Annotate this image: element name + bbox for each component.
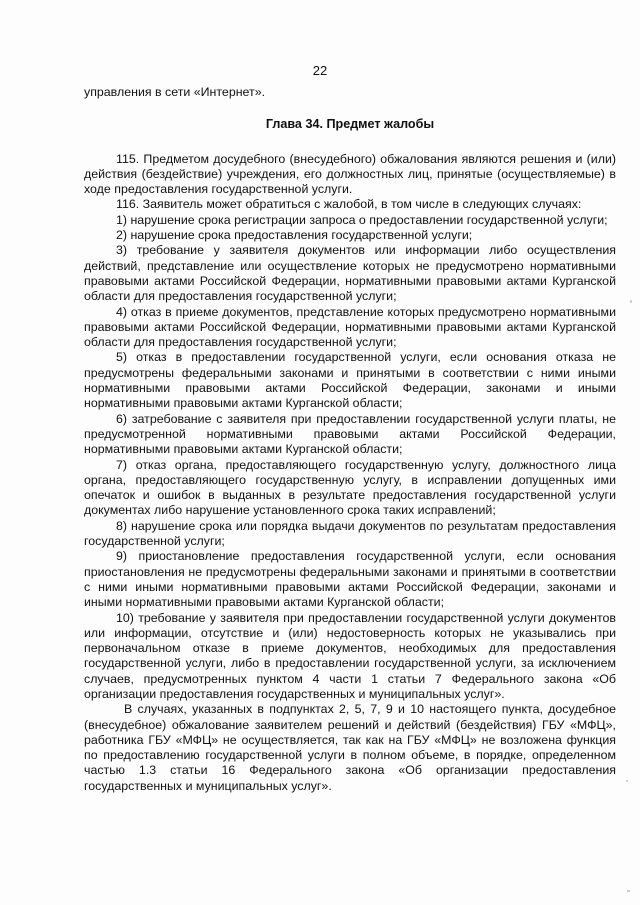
scan-artifact (626, 780, 628, 782)
paragraph-115: 115. Предметом досудебного (внесудебного) обжалования являются решения и (или) действия (бездействие) учреждения, его должностных лиц, принятые (осуществляемые) в ходе предоставления государственной услуги. (84, 151, 616, 197)
paragraph-116: 116. Заявитель может обратиться с жалобой, в том числе в следующих случаях: (116, 197, 582, 212)
list-item: 5) отказ в предоставлении государственной услуги, если основания отказа не предусмотрены федеральными законами и принятыми в соответствии с ними иными нормативными правовыми актами Российской Федерации, законами и иными нормативными правовыми актами Курганской области; (84, 350, 616, 411)
page-number: 22 (312, 63, 328, 78)
closing-paragraph: В случаях, указанных в подпунктах 2, 5, 7, 9 и 10 настоящего пункта, досудебное (внесудебное) обжалование заявителем решений и действий (бездействия) ГБУ «МФЦ», работника ГБУ «МФЦ» не осуществляется, так как на ГБУ «МФЦ» не возложена функция по предоставлению государственной услуги в полном объеме, в порядке, определенном частью 1.3 статьи 16 Федерального закона «Об организации предоставления государственных и муниципальных услуг». (84, 702, 616, 793)
list-item: 1) нарушение срока регистрации запроса о предоставлении государственной услуги; (116, 212, 608, 227)
list-item: 6) затребование с заявителя при предоставлении государственной услуги платы, не предусмотренной нормативными правовыми актами Российской Федерации, нормативными правовыми актами Курганской области; (84, 411, 616, 457)
list-item: 3) требование у заявителя документов или информации либо осуществления действий, представление или осуществление которых не предусмотрено нормативными правовыми актами Российской Федерации, нормативными правовыми актами Курганской области для предоставления государственной услуги; (84, 243, 616, 304)
list-item: 10) требование у заявителя при предоставлении государственной услуги документов или информации, отсутствие и (или) недостоверность которых не указывались при первоначальном отказе в приеме документов, необходимых для предоставления государственной услуги, либо в предоставлении государственной услуги, за исключением случаев, предусмотренных пунктом 4 части 1 статьи 7 Федерального закона «Об организации предоставления государственных и муниципальных услуг». (84, 610, 616, 701)
complaint-cases-list (84, 213, 616, 703)
list-item: 4) отказ в приеме документов, представление которых предусмотрено нормативными правовыми актами Российской Федерации, нормативными правовыми актами Курганской области для предоставления государственной услуги; (84, 304, 616, 350)
scan-artifact (627, 890, 630, 892)
list-item: 8) нарушение срока или порядка выдачи документов по результатам предоставления государственной услуги; (84, 518, 616, 549)
lead-line: управления в сети «Интернет». (84, 85, 266, 99)
scan-artifact (630, 300, 632, 303)
chapter-title: Глава 34. Предмет жалобы (265, 117, 435, 132)
list-item: 2) нарушение срока предоставления государственной услуги; (116, 228, 473, 243)
document-body (84, 85, 616, 794)
list-item: 9) приостановление предоставления государственной услуги, если основания приостановления не предусмотрены федеральными законами и принятыми в соответствии с ними иными нормативными правовыми актами Российской Федерации, законами и иными нормативными правовыми актами Курганской области; (84, 549, 616, 610)
list-item: 7) отказ органа, предоставляющего государственную услугу, должностного лица органа, предоставляющего государственную услугу, в исправлении допущенных ими опечаток и ошибок в выданных в результате предоставления государственной услуги документах либо нарушение установленного срока таких исправлений; (84, 457, 616, 518)
